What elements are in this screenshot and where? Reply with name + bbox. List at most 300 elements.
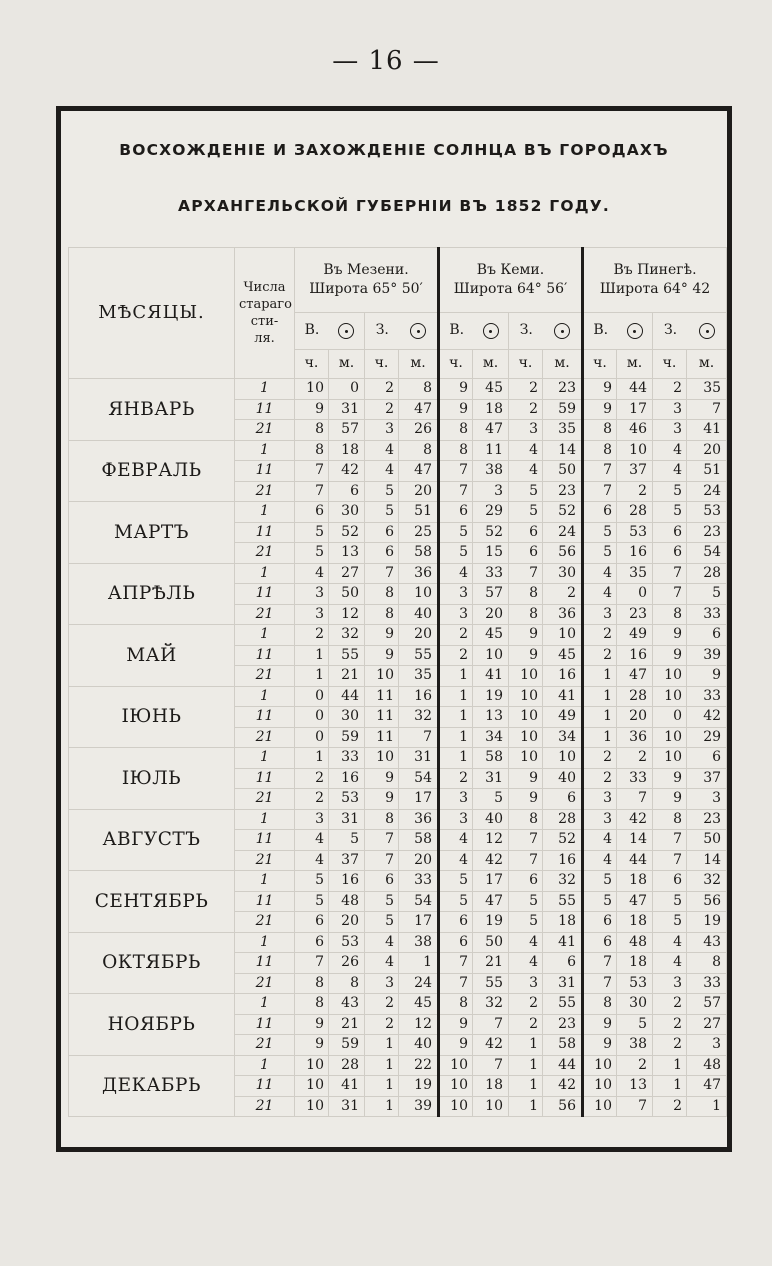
minutes-value: 8	[329, 973, 365, 994]
minutes-value: 57	[329, 420, 365, 441]
sunrise-sunset-table	[68, 247, 727, 1117]
minutes-unit: м.	[399, 350, 439, 379]
minutes-value: 20	[399, 625, 439, 646]
minutes-value: 15	[473, 543, 509, 564]
hours-value: 8	[583, 420, 617, 441]
hours-value: 10	[509, 686, 543, 707]
minutes-value: 16	[329, 871, 365, 892]
table-row	[69, 563, 727, 584]
hours-value: 7	[295, 953, 329, 974]
title-block	[61, 137, 727, 219]
minutes-value: 10	[617, 440, 653, 461]
hours-value: 10	[295, 1096, 329, 1117]
minutes-value: 18	[543, 912, 583, 933]
day-number: 11	[235, 461, 295, 482]
minutes-value: 33	[687, 973, 727, 994]
minutes-value: 35	[617, 563, 653, 584]
sunrise-header	[583, 313, 653, 350]
minutes-value: 33	[617, 768, 653, 789]
hours-value: 7	[365, 563, 399, 584]
day-number: 11	[235, 707, 295, 728]
minutes-value: 20	[399, 850, 439, 871]
minutes-value: 35	[687, 379, 727, 400]
minutes-value: 21	[473, 953, 509, 974]
table-row	[69, 502, 727, 523]
hours-value: 4	[295, 563, 329, 584]
hours-value: 4	[653, 461, 687, 482]
hours-value: 5	[653, 502, 687, 523]
day-number: 1	[235, 994, 295, 1015]
minutes-value: 33	[329, 748, 365, 769]
minutes-value: 2	[617, 1055, 653, 1076]
minutes-value: 33	[399, 871, 439, 892]
hours-value: 8	[295, 420, 329, 441]
title-line-1: ВОСХОЖДЕНІЕ И ЗАХОЖДЕНІЕ СОЛНЦА ВЪ ГОРОДАХЪ	[119, 141, 669, 159]
hours-unit: ч.	[583, 350, 617, 379]
hours-value: 4	[509, 461, 543, 482]
minutes-value: 27	[329, 563, 365, 584]
day-number: 1	[235, 440, 295, 461]
hours-value: 6	[365, 522, 399, 543]
hours-value: 7	[295, 461, 329, 482]
hours-value: 9	[365, 768, 399, 789]
hours-value: 1	[439, 707, 473, 728]
minutes-value: 1	[399, 953, 439, 974]
hours-value: 4	[295, 830, 329, 851]
minutes-value: 6	[687, 748, 727, 769]
minutes-value: 5	[687, 584, 727, 605]
hours-value: 4	[583, 850, 617, 871]
hours-value: 1	[439, 666, 473, 687]
hours-value: 8	[295, 994, 329, 1015]
minutes-value: 0	[329, 379, 365, 400]
minutes-value: 28	[617, 502, 653, 523]
minutes-value: 27	[687, 1014, 727, 1035]
day-number: 11	[235, 1076, 295, 1097]
day-number: 21	[235, 1096, 295, 1117]
city-header-pinega	[583, 248, 727, 313]
hours-value: 9	[295, 1035, 329, 1056]
hours-value: 4	[365, 932, 399, 953]
minutes-unit: м.	[329, 350, 365, 379]
hours-value: 1	[295, 748, 329, 769]
minutes-value: 57	[473, 584, 509, 605]
hours-value: 5	[295, 891, 329, 912]
minutes-value: 55	[399, 645, 439, 666]
minutes-value: 52	[543, 502, 583, 523]
hours-value: 9	[295, 1014, 329, 1035]
minutes-value: 12	[399, 1014, 439, 1035]
minutes-value: 47	[617, 666, 653, 687]
city-header-kem	[439, 248, 583, 313]
hours-value: 7	[653, 830, 687, 851]
hours-value: 9	[295, 399, 329, 420]
hours-value: 5	[509, 912, 543, 933]
minutes-value: 59	[543, 399, 583, 420]
minutes-value: 2	[543, 584, 583, 605]
hours-value: 10	[509, 748, 543, 769]
hours-value: 6	[653, 871, 687, 892]
hours-value: 2	[509, 994, 543, 1015]
hours-value: 2	[583, 625, 617, 646]
hours-value: 5	[583, 891, 617, 912]
minutes-value: 6	[543, 789, 583, 810]
minutes-value: 28	[687, 563, 727, 584]
minutes-value: 18	[473, 1076, 509, 1097]
hours-value: 10	[583, 1076, 617, 1097]
hours-value: 1	[439, 727, 473, 748]
minutes-value: 55	[543, 891, 583, 912]
minutes-value: 26	[329, 953, 365, 974]
hours-value: 6	[509, 522, 543, 543]
hours-value: 2	[653, 1096, 687, 1117]
minutes-value: 10	[473, 1096, 509, 1117]
day-number: 21	[235, 420, 295, 441]
months-header: МѢСЯЦЫ.	[69, 248, 235, 379]
city-header-mezen	[295, 248, 439, 313]
hours-value: 2	[439, 768, 473, 789]
hours-value: 9	[583, 1035, 617, 1056]
hours-value: 10	[439, 1055, 473, 1076]
minutes-value: 13	[617, 1076, 653, 1097]
minutes-value: 38	[473, 461, 509, 482]
table-row	[69, 625, 727, 646]
hours-value: 1	[365, 1055, 399, 1076]
minutes-value: 42	[473, 850, 509, 871]
minutes-value: 55	[543, 994, 583, 1015]
minutes-value: 16	[329, 768, 365, 789]
hours-value: 9	[509, 789, 543, 810]
hours-value: 8	[365, 809, 399, 830]
minutes-value: 19	[473, 912, 509, 933]
hours-value: 3	[295, 604, 329, 625]
hours-value: 3	[509, 973, 543, 994]
hours-value: 2	[365, 1014, 399, 1035]
hours-value: 6	[439, 502, 473, 523]
hours-value: 3	[653, 420, 687, 441]
table-row	[69, 440, 727, 461]
hours-unit: ч.	[653, 350, 687, 379]
minutes-value: 44	[329, 686, 365, 707]
month-name: ІЮНЬ	[69, 686, 235, 748]
minutes-value: 5	[473, 789, 509, 810]
minutes-value: 12	[473, 830, 509, 851]
minutes-value: 51	[687, 461, 727, 482]
month-name: ОКТЯБРЬ	[69, 932, 235, 994]
hours-value: 1	[295, 666, 329, 687]
minutes-value: 35	[399, 666, 439, 687]
hours-value: 2	[365, 994, 399, 1015]
minutes-value: 42	[617, 809, 653, 830]
hours-value: 1	[295, 645, 329, 666]
hours-value: 11	[365, 707, 399, 728]
day-number: 21	[235, 973, 295, 994]
hours-value: 8	[295, 973, 329, 994]
hours-unit: ч.	[509, 350, 543, 379]
minutes-value: 23	[543, 379, 583, 400]
minutes-value: 47	[399, 461, 439, 482]
sunrise-header	[295, 313, 365, 350]
minutes-value: 38	[617, 1035, 653, 1056]
minutes-value: 53	[617, 522, 653, 543]
minutes-value: 29	[473, 502, 509, 523]
hours-value: 1	[583, 666, 617, 687]
minutes-value: 11	[473, 440, 509, 461]
minutes-value: 56	[543, 1096, 583, 1117]
minutes-value: 16	[617, 645, 653, 666]
hours-value: 0	[295, 727, 329, 748]
hours-value: 4	[583, 584, 617, 605]
hours-value: 2	[653, 1035, 687, 1056]
minutes-value: 56	[543, 543, 583, 564]
minutes-value: 8	[399, 379, 439, 400]
hours-value: 6	[509, 871, 543, 892]
minutes-value: 19	[687, 912, 727, 933]
hours-value: 2	[509, 1014, 543, 1035]
hours-value: 2	[583, 748, 617, 769]
hours-value: 4	[583, 563, 617, 584]
minutes-value: 59	[329, 727, 365, 748]
minutes-value: 51	[399, 502, 439, 523]
hours-value: 7	[583, 481, 617, 502]
sun-icon	[483, 323, 499, 339]
table-row	[69, 1055, 727, 1076]
month-name: ІЮЛЬ	[69, 748, 235, 810]
minutes-value: 6	[543, 953, 583, 974]
day-number: 21	[235, 789, 295, 810]
minutes-value: 37	[329, 850, 365, 871]
day-number: 21	[235, 604, 295, 625]
minutes-value: 31	[329, 1096, 365, 1117]
hours-value: 2	[583, 645, 617, 666]
hours-value: 1	[653, 1055, 687, 1076]
minutes-value: 20	[399, 481, 439, 502]
minutes-value: 41	[543, 686, 583, 707]
minutes-value: 1	[687, 1096, 727, 1117]
minutes-value: 10	[543, 748, 583, 769]
minutes-value: 50	[543, 461, 583, 482]
table-frame	[56, 106, 732, 1152]
hours-value: 3	[365, 973, 399, 994]
minutes-value: 43	[329, 994, 365, 1015]
days-header: Числа стараго сти- ля.	[235, 248, 295, 379]
hours-value: 10	[583, 1096, 617, 1117]
hours-value: 6	[365, 543, 399, 564]
hours-value: 7	[439, 953, 473, 974]
minutes-value: 54	[399, 768, 439, 789]
hours-value: 8	[295, 440, 329, 461]
minutes-value: 33	[473, 563, 509, 584]
day-number: 21	[235, 727, 295, 748]
header-row-cities	[69, 248, 727, 313]
hours-value: 11	[365, 686, 399, 707]
hours-value: 10	[653, 727, 687, 748]
minutes-value: 9	[687, 666, 727, 687]
sun-icon	[699, 323, 715, 339]
minutes-value: 41	[687, 420, 727, 441]
hours-value: 7	[295, 481, 329, 502]
hours-value: 10	[439, 1096, 473, 1117]
minutes-value: 19	[399, 1076, 439, 1097]
hours-value: 3	[439, 604, 473, 625]
hours-value: 5	[295, 522, 329, 543]
hours-value: 5	[439, 522, 473, 543]
hours-value: 2	[365, 399, 399, 420]
minutes-value: 47	[473, 420, 509, 441]
title-line-2: АРХАНГЕЛЬСКОЙ ГУБЕРНІИ ВЪ 1852 ГОДУ.	[178, 197, 610, 215]
minutes-value: 3	[687, 789, 727, 810]
minutes-value: 20	[617, 707, 653, 728]
hours-value: 7	[365, 830, 399, 851]
hours-value: 3	[295, 809, 329, 830]
day-number: 11	[235, 522, 295, 543]
hours-value: 7	[439, 481, 473, 502]
hours-value: 7	[583, 461, 617, 482]
minutes-value: 24	[687, 481, 727, 502]
hours-value: 3	[295, 584, 329, 605]
hours-value: 3	[439, 809, 473, 830]
hours-value: 8	[653, 604, 687, 625]
minutes-value: 23	[543, 481, 583, 502]
minutes-value: 32	[473, 994, 509, 1015]
minutes-value: 47	[617, 891, 653, 912]
hours-value: 4	[365, 953, 399, 974]
minutes-value: 2	[617, 481, 653, 502]
minutes-value: 55	[329, 645, 365, 666]
month-name: НОЯБРЬ	[69, 994, 235, 1056]
minutes-value: 16	[399, 686, 439, 707]
hours-value: 7	[653, 563, 687, 584]
minutes-value: 52	[329, 522, 365, 543]
hours-value: 9	[583, 399, 617, 420]
minutes-value: 45	[473, 625, 509, 646]
minutes-value: 44	[617, 379, 653, 400]
hours-value: 9	[365, 645, 399, 666]
minutes-value: 36	[543, 604, 583, 625]
city-latitude: Широта 64° 42	[599, 281, 711, 297]
minutes-value: 38	[399, 932, 439, 953]
minutes-unit: м.	[617, 350, 653, 379]
hours-value: 10	[583, 1055, 617, 1076]
hours-value: 5	[509, 502, 543, 523]
minutes-value: 7	[617, 1096, 653, 1117]
hours-value: 9	[509, 645, 543, 666]
minutes-value: 35	[543, 420, 583, 441]
hours-value: 11	[365, 727, 399, 748]
set-label: З.	[663, 322, 678, 339]
hours-value: 5	[653, 891, 687, 912]
hours-value: 1	[509, 1055, 543, 1076]
minutes-value: 41	[543, 932, 583, 953]
minutes-value: 2	[617, 748, 653, 769]
minutes-value: 3	[687, 1035, 727, 1056]
table-row	[69, 748, 727, 769]
minutes-value: 33	[687, 604, 727, 625]
day-number: 11	[235, 891, 295, 912]
minutes-value: 42	[329, 461, 365, 482]
minutes-value: 31	[329, 399, 365, 420]
hours-value: 3	[583, 604, 617, 625]
hours-value: 1	[365, 1076, 399, 1097]
minutes-unit: м.	[687, 350, 727, 379]
minutes-value: 40	[399, 1035, 439, 1056]
hours-value: 2	[653, 1014, 687, 1035]
hours-value: 9	[653, 789, 687, 810]
minutes-value: 29	[687, 727, 727, 748]
hours-value: 2	[365, 379, 399, 400]
hours-value: 10	[509, 727, 543, 748]
hours-value: 3	[653, 973, 687, 994]
city-latitude: Широта 65° 50′	[309, 281, 423, 297]
day-number: 1	[235, 379, 295, 400]
sun-icon	[338, 323, 354, 339]
minutes-value: 7	[399, 727, 439, 748]
hours-value: 5	[365, 891, 399, 912]
hours-value: 6	[295, 502, 329, 523]
minutes-value: 47	[399, 399, 439, 420]
hours-unit: ч.	[295, 350, 329, 379]
minutes-value: 3	[473, 481, 509, 502]
minutes-value: 16	[543, 666, 583, 687]
hours-value: 7	[439, 461, 473, 482]
hours-value: 2	[583, 768, 617, 789]
hours-value: 8	[509, 584, 543, 605]
day-number: 21	[235, 543, 295, 564]
hours-value: 6	[653, 543, 687, 564]
hours-value: 4	[365, 461, 399, 482]
minutes-value: 31	[399, 748, 439, 769]
hours-value: 9	[653, 645, 687, 666]
hours-value: 5	[583, 871, 617, 892]
hours-value: 10	[509, 666, 543, 687]
hours-value: 5	[439, 891, 473, 912]
minutes-value: 48	[687, 1055, 727, 1076]
minutes-value: 31	[473, 768, 509, 789]
minutes-value: 6	[687, 625, 727, 646]
day-number: 1	[235, 748, 295, 769]
minutes-value: 28	[329, 1055, 365, 1076]
hours-value: 5	[509, 891, 543, 912]
minutes-value: 30	[329, 707, 365, 728]
hours-value: 3	[653, 399, 687, 420]
sunrise-header	[439, 313, 509, 350]
hours-value: 5	[653, 912, 687, 933]
hours-value: 5	[583, 522, 617, 543]
hours-value: 10	[295, 1076, 329, 1097]
hours-value: 1	[365, 1096, 399, 1117]
day-number: 11	[235, 399, 295, 420]
minutes-value: 48	[617, 932, 653, 953]
day-number: 1	[235, 563, 295, 584]
minutes-value: 59	[329, 1035, 365, 1056]
minutes-value: 50	[329, 584, 365, 605]
minutes-value: 58	[399, 543, 439, 564]
sunset-header	[653, 313, 727, 350]
minutes-value: 21	[329, 1014, 365, 1035]
minutes-value: 56	[687, 891, 727, 912]
hours-value: 8	[439, 420, 473, 441]
hours-value: 9	[365, 789, 399, 810]
minutes-value: 32	[687, 871, 727, 892]
minutes-value: 14	[617, 830, 653, 851]
day-number: 1	[235, 809, 295, 830]
day-number: 11	[235, 830, 295, 851]
hours-value: 0	[653, 707, 687, 728]
hours-value: 6	[365, 871, 399, 892]
minutes-value: 17	[617, 399, 653, 420]
minutes-value: 13	[329, 543, 365, 564]
hours-value: 1	[583, 727, 617, 748]
